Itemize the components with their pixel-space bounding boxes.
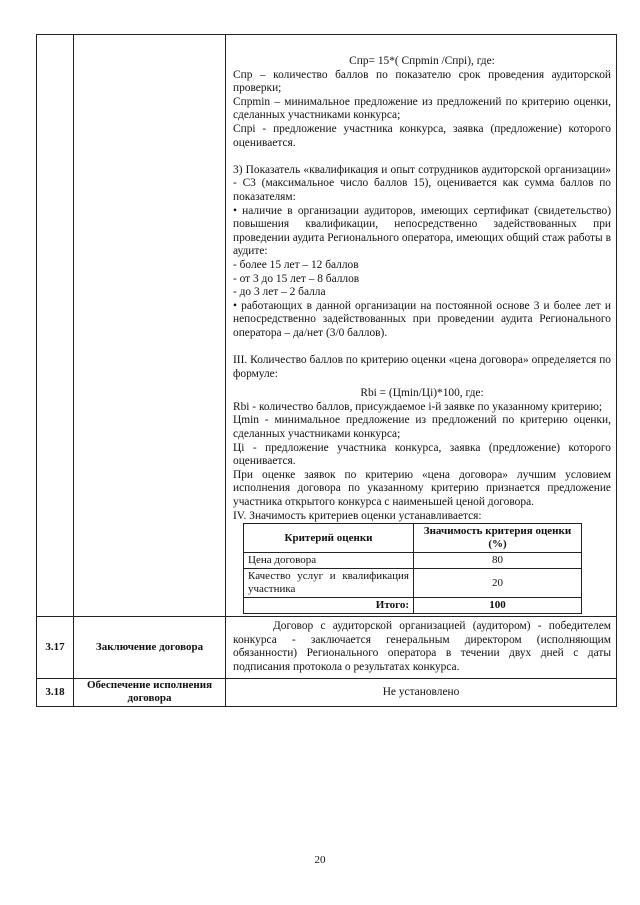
definition-line: При оценке заявок по критерию «цена договора» лучшим условием исполнения договора по указанному критерию признается предложение участника открытого конкурса с наименьшей ценой договора.	[233, 468, 611, 508]
column-header: Значимость критерия оценки (%)	[414, 524, 582, 553]
row-number-cell	[37, 35, 74, 617]
table-row	[37, 35, 617, 617]
weight-cell: 20	[414, 569, 582, 598]
section-4-paragraph: IV. Значимость критериев оценки устанавливается:	[233, 509, 482, 522]
range-line: - более 15 лет – 12 баллов	[233, 258, 359, 271]
criterion-cell: Цена договора	[244, 553, 414, 569]
row-label-cell	[74, 35, 226, 617]
row-label: Заключение договора	[74, 617, 226, 678]
row-number: 3.18	[37, 678, 74, 706]
total-label: Итого:	[244, 598, 414, 614]
weight-cell: 80	[414, 553, 582, 569]
table-row	[244, 569, 582, 598]
table-row	[244, 524, 582, 553]
bullet-paragraph: • наличие в организации аудиторов, имеющих сертификат (свидетельство) повышения квалификации, непосредственно задействованных при проведении аудита Регионального оператора, имеющих общий стаж работы в аудите:	[233, 204, 611, 258]
page-number: 20	[314, 854, 326, 866]
definition-line: Cпpmin – минимальное предложение из предложений по критерию оценки, сделанных участниками конкурса;	[233, 95, 611, 122]
table-row	[244, 598, 582, 614]
criterion-cell: Качество услуг и квалификация участника	[244, 569, 414, 598]
bullet-paragraph: • работающих в данной организации на постоянной основе 3 и более лет и непосредственно задействованных при проведении аудита Регионального оператора – да/нет (3/0 баллов).	[233, 299, 611, 339]
total-value: 100	[414, 598, 582, 614]
definition-line: Цmin - минимальное предложение из предложений по критерию оценки, сделанных участниками конкурса;	[233, 414, 611, 441]
section-3-paragraph: III. Количество баллов по критерию оценки «цена договора» определяется по формуле:	[233, 354, 611, 380]
definition-line: Спр – количество баллов по показателю срок проведения аудиторской проверки;	[233, 68, 611, 95]
column-header: Критерий оценки	[244, 524, 414, 553]
definition-line: Rbi - количество баллов, присуждаемое i-й заявке по указанному критерию;	[233, 400, 603, 413]
range-line: - до 3 лет – 2 балла	[233, 286, 326, 299]
contract-conclusion-text	[226, 617, 617, 678]
tender-table	[36, 34, 617, 707]
range-line: - от 3 до 15 лет – 8 баллов	[233, 272, 360, 285]
formula-duration: Спр= 15*( Cпpmin /Cпpi), где:	[349, 55, 495, 67]
row-number: 3.17	[37, 617, 74, 678]
criteria-weight-table	[243, 523, 582, 614]
paragraph: Договор с аудиторской организацией (аудитором) - победителем конкурса - заключается генеральным директором (исполняющим обязанности) Регионального оператора в течении двух дней с даты подписания протокола о результатах конкурса.	[233, 620, 611, 673]
evaluation-criteria-cell	[226, 35, 617, 617]
definition-line: Cпpi - предложение участника конкурса, заявка (предложение) которого оценивается.	[233, 122, 611, 149]
table-row	[37, 617, 617, 678]
table-row	[37, 678, 617, 706]
definition-line: Цi - предложение участника конкурса, заявка (предложение) которого оценивается.	[233, 441, 611, 468]
row-label: Обеспечение исполнения договора	[74, 678, 226, 706]
formula-price: Rbi = (Цmin/Цi)*100, где:	[360, 387, 484, 400]
table-row	[244, 553, 582, 569]
contract-security-text: Не установлено	[226, 678, 617, 706]
indicator-3-paragraph: 3) Показатель «квалификация и опыт сотрудников аудиторской организации» - С3 (максимальное число баллов 15), оценивается как сумма баллов по показателям:	[233, 163, 611, 203]
